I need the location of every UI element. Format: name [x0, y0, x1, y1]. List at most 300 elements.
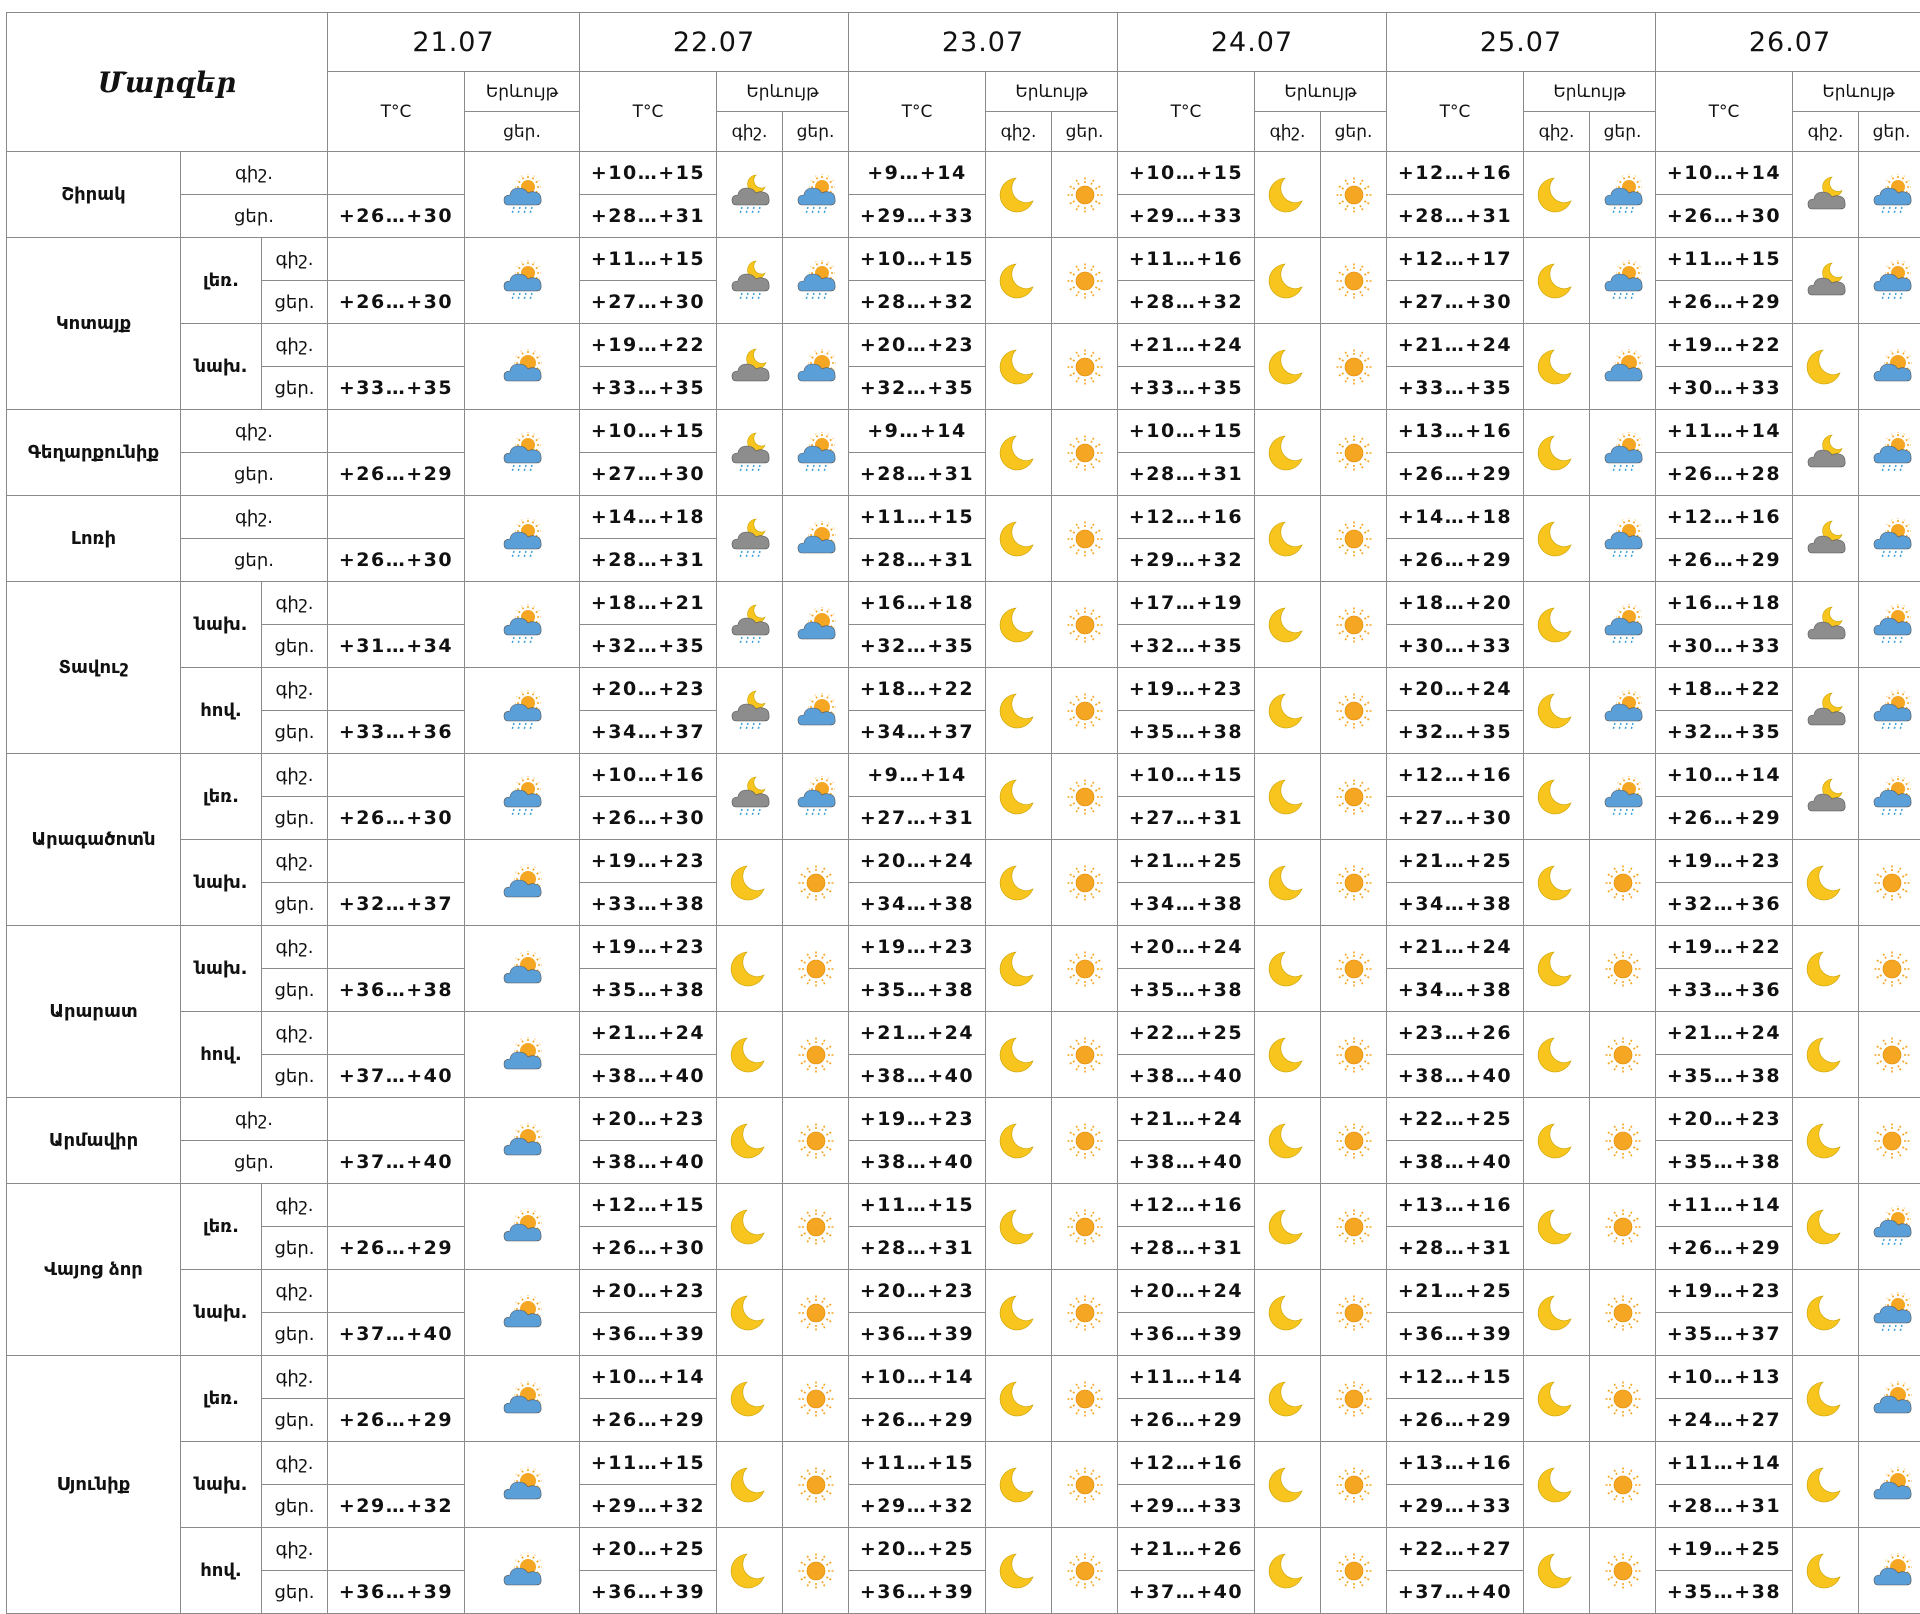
weather-icon-cell [1793, 926, 1859, 1012]
weather-icon-cell [1793, 582, 1859, 668]
moon-icon [1266, 1549, 1310, 1593]
temp-cell-empty [328, 926, 465, 969]
weather-icon-cell [783, 1356, 849, 1442]
weather-icon-cell [986, 152, 1052, 238]
temp-cell: +27…+31 [1118, 797, 1255, 840]
moon-icon [997, 517, 1041, 561]
weather-icon-cell [717, 324, 783, 410]
moon-icon [1266, 1377, 1310, 1421]
time-of-day: ցեր. [262, 1313, 328, 1356]
temp-cell: +28…+31 [1118, 1227, 1255, 1270]
moon-icon [997, 603, 1041, 647]
weather-icon-cell [1052, 152, 1118, 238]
subregion-label: լեռ. [181, 1184, 262, 1270]
day-header: ցեր. [1321, 112, 1387, 152]
temp-cell: +29…+33 [1387, 1485, 1524, 1528]
moon-icon [997, 1377, 1041, 1421]
temp-cell: +33…+35 [580, 367, 717, 410]
weather-icon-cell [1590, 324, 1656, 410]
weather-icon-cell [986, 1098, 1052, 1184]
sun-cloud-icon [794, 603, 838, 647]
weather-icon-cell [1321, 1442, 1387, 1528]
temp-cell: +9…+14 [849, 754, 986, 797]
sun-cloud-icon [1870, 1549, 1914, 1593]
moon-icon [1535, 1291, 1579, 1335]
time-of-day: ցեր. [262, 711, 328, 754]
subregion-label: լեռ. [181, 1356, 262, 1442]
sun-icon [1063, 1205, 1107, 1249]
temp-cell: +12…+16 [1118, 1184, 1255, 1227]
temp-cell: +11…+16 [1118, 238, 1255, 281]
temp-cell: +38…+40 [1118, 1141, 1255, 1184]
weather-icon-cell [1052, 1528, 1118, 1614]
sun-cloud-rain-icon [1870, 1291, 1914, 1335]
temp-cell: +37…+40 [1118, 1571, 1255, 1614]
weather-icon-cell [1859, 1528, 1920, 1614]
weather-icon-cell [986, 410, 1052, 496]
moon-icon [1535, 1205, 1579, 1249]
temp-cell: +12…+15 [580, 1184, 717, 1227]
weather-icon-cell [1793, 238, 1859, 324]
temp-cell: +20…+24 [849, 840, 986, 883]
temp-cell: +26…+29 [1387, 1399, 1524, 1442]
weather-icon-cell [1590, 1012, 1656, 1098]
weather-icon-cell [986, 754, 1052, 840]
temp-cell: +22…+25 [1387, 1098, 1524, 1141]
weather-icon-cell [1255, 1184, 1321, 1270]
weather-icon-cell [717, 1356, 783, 1442]
moon-icon [728, 861, 772, 905]
time-of-day: գիշ. [262, 840, 328, 883]
temp-cell-empty [328, 840, 465, 883]
weather-icon-cell [1255, 754, 1321, 840]
temp-cell: +20…+23 [580, 1098, 717, 1141]
sun-cloud-rain-icon [1870, 517, 1914, 561]
weather-icon-cell [1524, 238, 1590, 324]
table-row [7, 582, 1920, 625]
temp-cell: +34…+37 [849, 711, 986, 754]
sun-cloud-rain-icon [500, 173, 544, 217]
weather-icon-cell [1321, 238, 1387, 324]
sun-cloud-rain-icon [1870, 173, 1914, 217]
temp-cell: +17…+19 [1118, 582, 1255, 625]
weather-icon-cell [1590, 1528, 1656, 1614]
table-row [7, 1012, 1920, 1055]
moon-icon [1804, 1119, 1848, 1163]
moon-icon [1535, 1377, 1579, 1421]
temp-cell: +26…+29 [1656, 281, 1793, 324]
moon-icon [1804, 947, 1848, 991]
weather-icon-cell [465, 840, 580, 926]
weather-icon-cell [1524, 496, 1590, 582]
moon-cloud-icon [1804, 259, 1848, 303]
date-header: 22.07 [580, 13, 849, 72]
weather-icon-cell [1524, 1356, 1590, 1442]
temp-cell: +35…+38 [1118, 711, 1255, 754]
temp-cell: +20…+24 [1118, 926, 1255, 969]
weather-icon-cell [1524, 1528, 1590, 1614]
weather-icon-cell [1590, 1270, 1656, 1356]
temp-cell: +32…+35 [849, 625, 986, 668]
sun-icon [1332, 1463, 1376, 1507]
temp-cell-empty [328, 238, 465, 281]
weather-icon-cell [1255, 410, 1321, 496]
subregion-label: լեռ. [181, 754, 262, 840]
weather-icon-cell [1052, 1356, 1118, 1442]
moon-icon [1535, 1549, 1579, 1593]
weather-icon-cell [986, 1356, 1052, 1442]
temp-cell: +28…+31 [1387, 1227, 1524, 1270]
temp-cell: +32…+35 [1656, 711, 1793, 754]
sun-cloud-rain-icon [1870, 259, 1914, 303]
sun-icon [1063, 1463, 1107, 1507]
weather-icon-cell [783, 754, 849, 840]
temp-cell: +26…+29 [328, 1227, 465, 1270]
temp-cell: +23…+26 [1387, 1012, 1524, 1055]
temp-cell: +33…+36 [328, 711, 465, 754]
time-of-day: գիշ. [262, 1356, 328, 1399]
temp-cell: +10…+15 [1118, 410, 1255, 453]
temp-cell: +35…+38 [1656, 1141, 1793, 1184]
night-header: գիշ. [1524, 112, 1590, 152]
temp-cell: +19…+23 [1656, 840, 1793, 883]
temp-cell-empty [328, 1270, 465, 1313]
moon-icon [1266, 431, 1310, 475]
moon-icon [997, 1033, 1041, 1077]
weather-icon-cell [1793, 1270, 1859, 1356]
weather-icon-cell [1255, 582, 1321, 668]
weather-icon-cell [986, 926, 1052, 1012]
temp-cell: +11…+15 [849, 1184, 986, 1227]
sun-cloud-rain-icon [500, 689, 544, 733]
time-of-day: ցեր. [262, 281, 328, 324]
time-of-day: ցեր. [181, 195, 328, 238]
weather-icon-cell [717, 582, 783, 668]
weather-icon-cell [1255, 496, 1321, 582]
moon-cloud-icon [728, 345, 772, 389]
region-name: Սյունիք [7, 1356, 181, 1614]
temp-cell: +28…+31 [1387, 195, 1524, 238]
temp-cell: +37…+40 [328, 1313, 465, 1356]
region-name: Գեղարքունիք [7, 410, 181, 496]
sun-cloud-rain-icon [1601, 259, 1645, 303]
moon-icon [997, 1119, 1041, 1163]
weather-icon-cell [1859, 238, 1920, 324]
temp-cell: +26…+29 [580, 1399, 717, 1442]
weather-icon-cell [717, 1184, 783, 1270]
sun-icon [1063, 1291, 1107, 1335]
sun-cloud-icon [1870, 345, 1914, 389]
time-of-day: ցեր. [262, 1485, 328, 1528]
moon-icon [1535, 689, 1579, 733]
temp-cell: +10…+15 [580, 152, 717, 195]
temp-cell: +34…+38 [849, 883, 986, 926]
temp-cell-empty [328, 1184, 465, 1227]
temp-cell: +33…+36 [1656, 969, 1793, 1012]
weather-icon-cell [1321, 1356, 1387, 1442]
sun-cloud-icon [500, 1377, 544, 1421]
temp-cell: +10…+14 [580, 1356, 717, 1399]
temp-cell: +26…+29 [1656, 539, 1793, 582]
weather-icon-cell [1321, 1528, 1387, 1614]
moon-icon [1266, 1119, 1310, 1163]
sun-icon [794, 1291, 838, 1335]
weather-icon-cell [1859, 1442, 1920, 1528]
time-of-day: գիշ. [262, 582, 328, 625]
forecast-table [6, 12, 1920, 1614]
moon-icon [1266, 603, 1310, 647]
table-row [7, 926, 1920, 969]
weather-icon-cell [1793, 754, 1859, 840]
temp-cell: +16…+18 [1656, 582, 1793, 625]
weather-icon-cell [717, 1442, 783, 1528]
weather-icon-cell [465, 324, 580, 410]
table-row [7, 668, 1920, 711]
temp-cell: +10…+13 [1656, 1356, 1793, 1399]
moon-icon [1266, 861, 1310, 905]
weather-icon-cell [1255, 926, 1321, 1012]
date-header: 24.07 [1118, 13, 1387, 72]
temp-cell: +26…+29 [328, 453, 465, 496]
moon-icon [1535, 431, 1579, 475]
temp-header: T°C [580, 72, 717, 152]
temp-cell: +19…+23 [849, 926, 986, 969]
weather-icon-cell [986, 668, 1052, 754]
sun-icon [1601, 1291, 1645, 1335]
weather-icon-cell [1524, 1184, 1590, 1270]
temp-cell: +11…+15 [849, 1442, 986, 1485]
temp-cell: +11…+14 [1656, 1442, 1793, 1485]
temp-cell: +12…+17 [1387, 238, 1524, 281]
moon-cloud-icon [1804, 517, 1848, 561]
weather-icon-cell [1321, 410, 1387, 496]
sun-icon [1063, 689, 1107, 733]
weather-icon-cell [986, 496, 1052, 582]
temp-cell: +36…+38 [328, 969, 465, 1012]
weather-icon-cell [465, 1184, 580, 1270]
table-row [7, 238, 1920, 281]
temp-cell: +36…+39 [580, 1313, 717, 1356]
temp-cell: +35…+38 [1118, 969, 1255, 1012]
weather-icon-cell [1590, 668, 1656, 754]
moon-icon [1535, 1463, 1579, 1507]
sun-icon [1601, 1549, 1645, 1593]
moon-icon [1266, 775, 1310, 819]
sun-icon [1332, 1205, 1376, 1249]
sun-icon [1332, 947, 1376, 991]
temp-cell: +20…+23 [580, 1270, 717, 1313]
temp-cell: +12…+16 [1656, 496, 1793, 539]
weather-icon-cell [1793, 1012, 1859, 1098]
weather-icon-cell [1793, 410, 1859, 496]
sun-icon [1332, 1119, 1376, 1163]
temp-cell: +26…+29 [1656, 1227, 1793, 1270]
sun-icon [1063, 947, 1107, 991]
weather-icon-cell [1793, 668, 1859, 754]
temp-cell: +12…+16 [1118, 496, 1255, 539]
moon-icon [997, 173, 1041, 217]
weather-icon-cell [783, 1528, 849, 1614]
region-name: Շիրակ [7, 152, 181, 238]
time-of-day: ցեր. [262, 969, 328, 1012]
weather-icon-cell [1859, 496, 1920, 582]
temp-cell: +11…+14 [1656, 1184, 1793, 1227]
temp-cell: +10…+14 [849, 1356, 986, 1399]
sun-icon [1332, 861, 1376, 905]
temp-cell: +27…+31 [849, 797, 986, 840]
moon-icon [1804, 1463, 1848, 1507]
temp-cell-empty [328, 496, 465, 539]
time-of-day: ցեր. [262, 1571, 328, 1614]
day-header: ցեր. [1590, 112, 1656, 152]
moon-icon [728, 1205, 772, 1249]
weather-icon-cell [1255, 152, 1321, 238]
temp-cell: +28…+31 [849, 539, 986, 582]
weather-icon-cell [783, 926, 849, 1012]
moon-icon [997, 259, 1041, 303]
moon-icon [1266, 259, 1310, 303]
temp-cell: +36…+39 [580, 1571, 717, 1614]
sun-cloud-rain-icon [500, 603, 544, 647]
weather-icon-cell [717, 152, 783, 238]
sun-cloud-rain-icon [794, 259, 838, 303]
sun-icon [794, 1205, 838, 1249]
weather-icon-cell [1859, 754, 1920, 840]
subregion-label: հով. [181, 668, 262, 754]
temp-cell: +28…+31 [1118, 453, 1255, 496]
time-of-day: ցեր. [262, 367, 328, 410]
moon-icon [1804, 1205, 1848, 1249]
weather-icon-cell [1590, 1098, 1656, 1184]
temp-cell: +35…+38 [1656, 1571, 1793, 1614]
region-name: Կոտայք [7, 238, 181, 410]
sun-icon [794, 1549, 838, 1593]
sun-cloud-rain-icon [500, 775, 544, 819]
sun-icon [1870, 861, 1914, 905]
weather-icon-cell [1321, 324, 1387, 410]
time-of-day: ցեր. [262, 1227, 328, 1270]
sun-icon [1063, 173, 1107, 217]
moon-icon [728, 1291, 772, 1335]
weather-icon-cell [1590, 1356, 1656, 1442]
weather-icon-cell [465, 1442, 580, 1528]
moon-icon [1535, 775, 1579, 819]
weather-icon-cell [783, 324, 849, 410]
temp-cell: +18…+22 [849, 668, 986, 711]
weather-icon-cell [1321, 926, 1387, 1012]
temp-cell: +21…+24 [1387, 324, 1524, 367]
weather-icon-cell [1590, 238, 1656, 324]
sun-cloud-rain-icon [1601, 689, 1645, 733]
time-of-day: գիշ. [262, 238, 328, 281]
temp-cell-empty [328, 582, 465, 625]
temp-cell: +13…+16 [1387, 410, 1524, 453]
sun-cloud-icon [500, 1291, 544, 1335]
sun-icon [1332, 173, 1376, 217]
temp-cell: +26…+29 [1387, 539, 1524, 582]
weather-icon-cell [1524, 152, 1590, 238]
moon-cloud-rain-icon [728, 259, 772, 303]
sun-cloud-rain-icon [1601, 431, 1645, 475]
temp-cell: +10…+14 [1656, 152, 1793, 195]
night-header: գիշ. [986, 112, 1052, 152]
temp-cell: +30…+33 [1656, 367, 1793, 410]
moon-icon [997, 345, 1041, 389]
temp-cell: +34…+38 [1387, 969, 1524, 1012]
weather-icon-cell [1859, 668, 1920, 754]
moon-icon [1804, 861, 1848, 905]
night-header: գիշ. [1793, 112, 1859, 152]
weather-icon-cell [1524, 754, 1590, 840]
sun-icon [1332, 517, 1376, 561]
subregion-label: հով. [181, 1012, 262, 1098]
weather-icon-cell [1321, 840, 1387, 926]
temp-cell: +27…+30 [1387, 797, 1524, 840]
weather-icon-cell [1321, 754, 1387, 840]
weather-icon-cell [1590, 840, 1656, 926]
sun-cloud-rain-icon [794, 173, 838, 217]
temp-cell: +36…+39 [849, 1313, 986, 1356]
sun-cloud-rain-icon [500, 259, 544, 303]
temp-cell: +38…+40 [1387, 1141, 1524, 1184]
region-name: Վայոց ձոր [7, 1184, 181, 1356]
temp-header: T°C [1387, 72, 1524, 152]
temp-cell: +20…+23 [849, 324, 986, 367]
night-header: գիշ. [1255, 112, 1321, 152]
temp-cell: +38…+40 [580, 1141, 717, 1184]
moon-icon [728, 1377, 772, 1421]
weather-icon-cell [1052, 754, 1118, 840]
moon-icon [1535, 947, 1579, 991]
temp-cell: +26…+29 [849, 1399, 986, 1442]
sun-cloud-rain-icon [794, 775, 838, 819]
moon-icon [997, 689, 1041, 733]
sun-cloud-icon [500, 1463, 544, 1507]
temp-cell-empty [328, 1012, 465, 1055]
weather-icon-cell [465, 668, 580, 754]
weather-icon-cell [1590, 1184, 1656, 1270]
temp-cell: +28…+31 [580, 195, 717, 238]
table-row [7, 1528, 1920, 1571]
sun-icon [1063, 431, 1107, 475]
temp-cell: +36…+39 [1387, 1313, 1524, 1356]
temp-cell: +11…+15 [849, 496, 986, 539]
weather-icon-cell [1524, 324, 1590, 410]
sun-cloud-icon [500, 1205, 544, 1249]
weather-icon-cell [717, 1528, 783, 1614]
temp-cell: +19…+22 [1656, 926, 1793, 969]
moon-icon [1266, 1205, 1310, 1249]
temp-cell-empty [328, 1356, 465, 1399]
temp-cell: +26…+29 [1118, 1399, 1255, 1442]
weather-icon-cell [1590, 582, 1656, 668]
sun-icon [794, 1377, 838, 1421]
moon-icon [997, 775, 1041, 819]
weather-icon-cell [1524, 1012, 1590, 1098]
temp-cell: +20…+23 [849, 1270, 986, 1313]
moon-cloud-icon [1804, 689, 1848, 733]
weather-icon-cell [1052, 1098, 1118, 1184]
sun-icon [1601, 1119, 1645, 1163]
sun-cloud-rain-icon [794, 431, 838, 475]
temp-cell: +26…+29 [1387, 453, 1524, 496]
sun-icon [1063, 1119, 1107, 1163]
moon-icon [1266, 1291, 1310, 1335]
temp-cell: +28…+31 [1656, 1485, 1793, 1528]
temp-cell: +37…+40 [1387, 1571, 1524, 1614]
temp-cell: +38…+40 [849, 1055, 986, 1098]
sun-icon [1063, 259, 1107, 303]
